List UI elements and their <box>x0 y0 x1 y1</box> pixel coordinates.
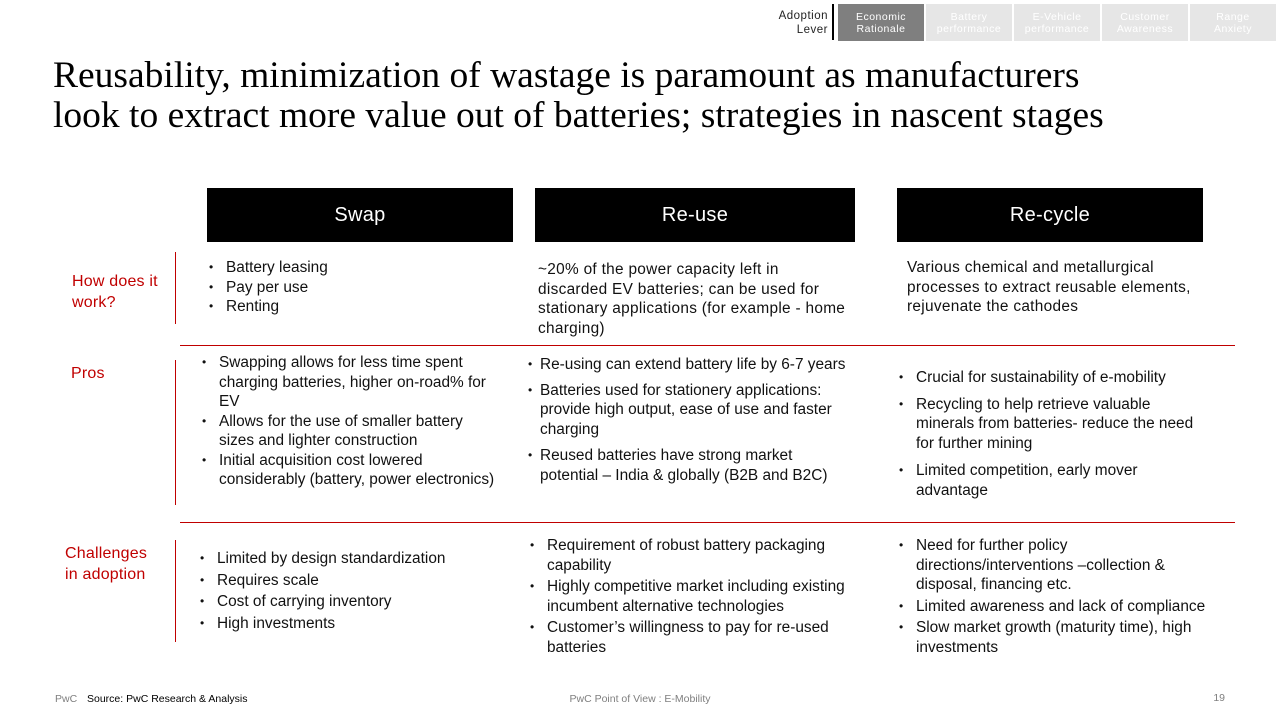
column-header-reuse-label: Re-use <box>661 203 729 226</box>
slide-title-line2: look to extract more value out of batteries; strategies in nascent stages <box>53 95 1104 136</box>
column-header-swap <box>207 188 513 242</box>
list-item: • Reused batteries have strong market potential – India & globally (B2B and B2C) <box>528 446 853 485</box>
pros-swap-cell <box>200 353 500 490</box>
row-label-line1: Challenges <box>65 545 148 562</box>
tab-economic-rationale[interactable] <box>838 4 924 41</box>
column-header-swap-label: Swap <box>334 203 386 226</box>
tab-label-line2: Awareness <box>1116 22 1174 35</box>
list-item: • Cost of carrying inventory <box>198 592 498 612</box>
column-header-recycle <box>897 188 1203 242</box>
row-label-how-does-it-work <box>72 271 158 313</box>
tab-label-line2: performance <box>1024 22 1090 35</box>
row-divider-how <box>175 252 176 324</box>
row-label-line2: in adoption <box>65 566 146 583</box>
tab-label-line1: Range <box>1216 10 1250 23</box>
how-recycle-cell <box>907 258 1207 317</box>
how-swap-cell <box>207 258 507 317</box>
how-recycle-text: Various chemical and metallurgical processes to extract reusable elements, rejuvenate the cathodes <box>907 259 1191 315</box>
row-separator-1 <box>180 345 1235 346</box>
list-item: • Battery leasing <box>207 258 507 278</box>
row-separator-2 <box>180 522 1235 523</box>
list-item: • High investments <box>198 614 498 634</box>
list-item: • Customer’s willingness to pay for re-used batteries <box>528 618 858 657</box>
list-item: • Swapping allows for less time spent charging batteries, higher on-road% for EV <box>200 353 500 412</box>
tab-label-line1: Customer <box>1120 10 1170 23</box>
adoption-divider <box>832 4 834 40</box>
list-item: • Requirement of robust battery packaging capability <box>528 536 858 575</box>
challenges-swap-cell <box>198 549 498 633</box>
list-item: • Limited competition, early mover advantage <box>897 461 1197 500</box>
row-label-challenges <box>65 543 147 585</box>
how-reuse-cell <box>538 260 848 338</box>
how-reuse-text: ~20% of the power capacity left in discarded EV batteries; can be used for stationary applications (for example - home charging) <box>538 261 846 337</box>
adoption-label-line2: Lever <box>796 24 828 36</box>
row-label-line2: work? <box>72 294 116 311</box>
adoption-label-line1: Adoption <box>778 10 828 22</box>
list-item: • Batteries used for stationery applications: provide high output, ease of use and faster charging <box>528 381 853 440</box>
pros-recycle-list <box>897 368 1197 500</box>
how-swap-list <box>207 258 507 317</box>
row-divider-pros <box>175 360 176 505</box>
tab-battery-performance[interactable] <box>926 4 1012 41</box>
adoption-lever-label <box>760 9 828 37</box>
row-divider-challenges <box>175 540 176 642</box>
tab-label-line2: performance <box>936 22 1002 35</box>
list-item: • Re-using can extend battery life by 6-7 years <box>528 355 853 375</box>
pros-reuse-list <box>528 355 853 485</box>
tab-range-anxiety[interactable] <box>1190 4 1276 41</box>
tab-customer-awareness[interactable] <box>1102 4 1188 41</box>
footer-source: Source: PwC Research & Analysis <box>87 693 248 705</box>
footer-center-text: PwC Point of View : E-Mobility <box>569 693 711 705</box>
list-item: • Allows for the use of smaller battery sizes and lighter construction <box>200 412 500 451</box>
list-item: • Need for further policy directions/interventions –collection & disposal, financing etc. <box>897 536 1227 595</box>
list-item: • Initial acquisition cost lowered considerably (battery, power electronics) <box>200 451 500 490</box>
column-header-recycle-label: Re-cycle <box>1009 203 1091 226</box>
tab-label-line1: E-Vehicle <box>1032 10 1082 23</box>
footer-brand: PwC <box>55 693 78 705</box>
list-item: • Pay per use <box>207 278 507 298</box>
row-label-pros <box>71 363 105 384</box>
list-item: • Recycling to help retrieve valuable minerals from batteries- reduce the need for further mining <box>897 395 1197 454</box>
tab-label-line2: Anxiety <box>1214 22 1252 35</box>
list-item: • Crucial for sustainability of e-mobility <box>897 368 1197 388</box>
tab-label-line1: Economic <box>855 10 907 23</box>
row-label-pros-text: Pros <box>71 365 105 382</box>
challenges-recycle-cell <box>897 536 1227 657</box>
slide-title-line1: Reusability, minimization of wastage is paramount as manufacturers <box>53 55 1080 96</box>
list-item: • Slow market growth (maturity time), high investments <box>897 618 1227 657</box>
challenges-recycle-list <box>897 536 1227 657</box>
list-item: • Highly competitive market including existing incumbent alternative technologies <box>528 577 858 616</box>
pros-reuse-cell <box>528 355 853 485</box>
pros-swap-list <box>200 353 500 490</box>
challenges-reuse-list <box>528 536 858 657</box>
row-label-line1: How does it <box>72 273 158 290</box>
list-item: • Renting <box>207 297 507 317</box>
column-header-reuse <box>535 188 855 242</box>
tab-e-vehicle-performance[interactable] <box>1014 4 1100 41</box>
tab-label-line1: Battery <box>950 10 988 23</box>
challenges-reuse-cell <box>528 536 858 657</box>
slide-title <box>53 56 1253 136</box>
tab-label-line2: Rationale <box>856 22 906 35</box>
page-number: 19 <box>1213 692 1225 704</box>
pros-recycle-cell <box>897 368 1197 500</box>
list-item: • Limited by design standardization <box>198 549 498 569</box>
list-item: • Limited awareness and lack of compliance <box>897 597 1227 617</box>
list-item: • Requires scale <box>198 571 498 591</box>
challenges-swap-list <box>198 549 498 633</box>
